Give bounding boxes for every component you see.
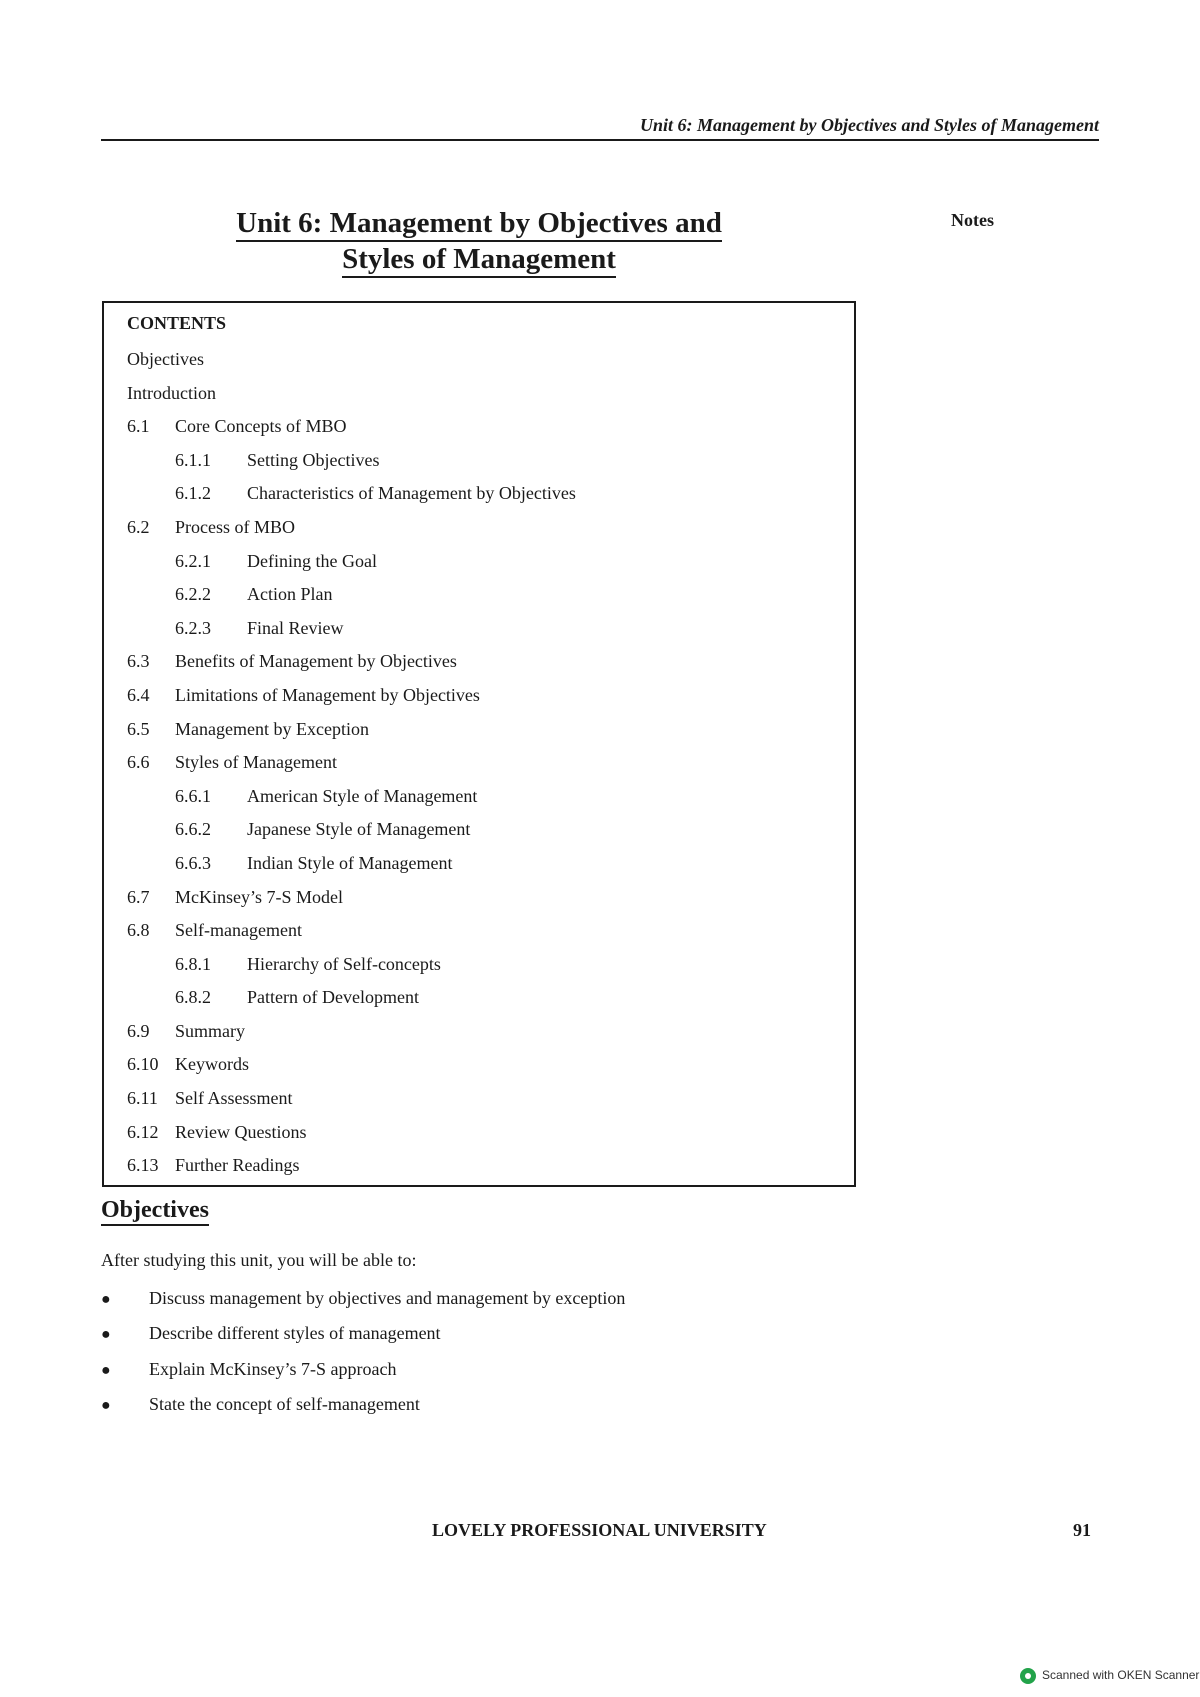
toc-item (127, 448, 576, 482)
running-header-title: Unit 6: Management by Objectives and Styles of Management (640, 115, 1099, 135)
toc-item-number: 6.9 (127, 1020, 150, 1041)
contents-box (102, 301, 856, 1187)
toc-item-number: 6.11 (127, 1088, 158, 1109)
toc-item-number: 6.6.3 (175, 852, 211, 873)
toc-item-number: 6.13 (127, 1155, 159, 1176)
toc-item-number: 6.4 (127, 684, 150, 705)
toc-item (127, 381, 576, 415)
toc-item-label: Setting Objectives (247, 449, 380, 470)
toc-item-label: Self-management (175, 920, 302, 941)
toc-item (127, 717, 576, 751)
toc-item-label: Management by Exception (175, 718, 369, 739)
toc-item-label: Hierarchy of Self-concepts (247, 953, 441, 974)
toc-item-number: 6.1 (127, 416, 150, 437)
footer-university: LOVELY PROFESSIONAL UNIVERSITY (432, 1520, 767, 1540)
toc-item-label: Self Assessment (175, 1088, 293, 1109)
toc-item-label: Introduction (127, 382, 216, 403)
toc-item (127, 1120, 576, 1154)
toc-item-number: 6.8 (127, 920, 150, 941)
toc-item-number: 6.6.1 (175, 785, 211, 806)
unit-title (101, 206, 857, 278)
toc-item (127, 817, 576, 851)
toc-item-label: Final Review (247, 617, 344, 638)
unit-title-line-2: Styles of Management (342, 242, 616, 278)
toc-item-label: Pattern of Development (247, 987, 419, 1008)
toc-item (127, 616, 576, 650)
toc-item-number: 6.2.2 (175, 584, 211, 605)
scanner-badge (1020, 1668, 1199, 1684)
toc-item-label: Objectives (127, 349, 204, 369)
toc-item (127, 952, 576, 986)
toc-item-label: American Style of Management (247, 785, 478, 806)
toc-item (127, 1052, 576, 1086)
objectives-bullet-list (101, 1286, 625, 1427)
toc-item (127, 918, 576, 952)
toc-item (127, 414, 576, 448)
toc-item (127, 683, 576, 717)
toc-item-number: 6.6.2 (175, 819, 211, 840)
objectives-intro: After studying this unit, you will be able to: (101, 1250, 417, 1270)
unit-title-line-1: Unit 6: Management by Objectives and (236, 206, 722, 242)
toc-item (127, 885, 576, 919)
toc-item (127, 1153, 576, 1187)
toc-item-label: Core Concepts of MBO (175, 416, 347, 437)
objective-bullet-item (101, 1321, 625, 1356)
toc-item (127, 1019, 576, 1053)
objectives-heading: Objectives (101, 1196, 209, 1226)
toc-item-number: 6.2 (127, 516, 150, 537)
toc-item-number: 6.7 (127, 886, 150, 907)
toc-item-label: Japanese Style of Management (247, 819, 471, 840)
toc-item-number: 6.2.1 (175, 550, 211, 571)
page-number: 91 (1073, 1520, 1091, 1540)
scanner-label: Scanned with OKEN Scanner (1042, 1668, 1200, 1683)
toc-item (127, 515, 576, 549)
toc-item-label: Indian Style of Management (247, 852, 453, 873)
toc-list (127, 347, 576, 1187)
toc-item-label: Summary (175, 1020, 245, 1041)
toc-item-label: Action Plan (247, 584, 333, 605)
toc-item (127, 481, 576, 515)
toc-item-label: Process of MBO (175, 516, 295, 537)
objective-bullet-text: Discuss management by objectives and management by exception (149, 1288, 626, 1308)
toc-item-label: Further Readings (175, 1155, 300, 1176)
bullet-dot-icon: ● (101, 1291, 111, 1308)
toc-item-label: Limitations of Management by Objectives (175, 684, 480, 705)
toc-item (127, 985, 576, 1019)
toc-item (127, 750, 576, 784)
toc-item-label: Keywords (175, 1054, 249, 1075)
toc-item-label: Defining the Goal (247, 550, 377, 571)
objective-bullet-item (101, 1286, 625, 1321)
toc-item (127, 1086, 576, 1120)
toc-item-label: Characteristics of Management by Objectives (247, 483, 576, 504)
toc-item-number: 6.12 (127, 1121, 159, 1142)
toc-item-number: 6.8.2 (175, 987, 211, 1008)
toc-item-label: Review Questions (175, 1121, 307, 1142)
objective-bullet-item (101, 1357, 625, 1392)
toc-item-number: 6.10 (127, 1054, 159, 1075)
toc-item-number: 6.6 (127, 752, 150, 773)
toc-item-label: Styles of Management (175, 752, 337, 773)
toc-item-label: Benefits of Management by Objectives (175, 651, 457, 672)
bullet-dot-icon: ● (101, 1361, 111, 1379)
oken-scanner-logo-icon (1020, 1668, 1036, 1684)
toc-item (127, 582, 576, 616)
toc-item-number: 6.3 (127, 651, 150, 672)
objective-bullet-item (101, 1392, 625, 1427)
toc-item (127, 347, 576, 381)
toc-item (127, 784, 576, 818)
toc-item-number: 6.2.3 (175, 617, 211, 638)
running-header (101, 115, 1099, 141)
toc-item (127, 851, 576, 885)
toc-item-label: McKinsey’s 7-S Model (175, 886, 343, 907)
toc-item-number: 6.8.1 (175, 953, 211, 974)
toc-item-number: 6.1.1 (175, 449, 211, 470)
objective-bullet-text: Explain McKinsey’s 7-S approach (149, 1358, 397, 1379)
objective-bullet-text: Describe different styles of management (149, 1323, 441, 1344)
toc-item-number: 6.1.2 (175, 483, 211, 504)
toc-item-number: 6.5 (127, 718, 150, 739)
bullet-dot-icon: ● (101, 1396, 111, 1414)
objective-bullet-text: State the concept of self-management (149, 1393, 420, 1414)
bullet-dot-icon: ● (101, 1326, 111, 1344)
notes-label: Notes (951, 210, 994, 230)
toc-item (127, 549, 576, 583)
toc-item (127, 649, 576, 683)
contents-heading: CONTENTS (127, 313, 227, 333)
